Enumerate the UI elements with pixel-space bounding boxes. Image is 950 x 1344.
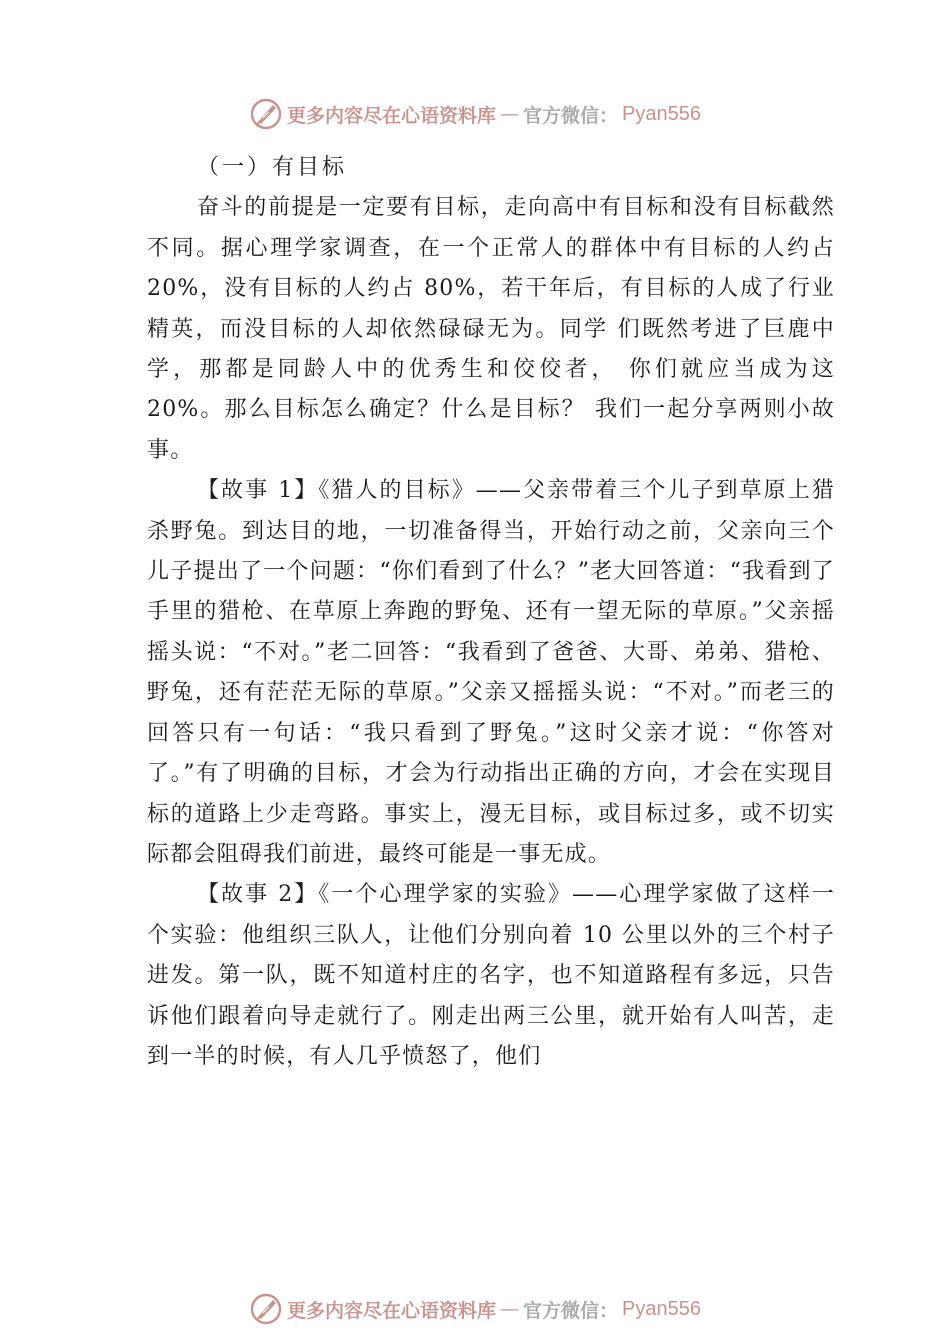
watermark-wechat-id: Pyan556 bbox=[622, 102, 701, 125]
paragraph-story-1: 【故事 1】《猎人的目标》——父亲带着三个儿子到草原上猎杀野兔。到达目的地，一切准备得当，开始行动之前，父亲向三个儿子提出了一个问题：“你们看到了什么？”老大回答道：“我看到了手里的猎枪、在草原上奔跑的野兔、还有一望无际的草原。”父亲摇摇头说：“不对。”老二回答：“我看到了爸爸、大哥、弟弟、猎枪、野兔，还有茫茫无际的草原。”父亲又摇摇头说：“不对。”而老三的回答只有一句话：“我只看到了野兔。”这时父亲才说：“你答对了。”有了明确的目标，才会为行动指出正确的方向，才会在实现目标的道路上少走弯路。事实上，漫无目标，或目标过多，或不切实际都会阻碍我们前进，最终可能是一事无成。 bbox=[147, 478, 835, 867]
footer-watermark bbox=[0, 1289, 950, 1329]
watermark-label: 官方微信： bbox=[523, 1299, 619, 1322]
paragraph-intro: 奋斗的前提是一定要有目标，走向高中有目标和没有目标截然不同。据心理学家调查，在一个正常人的群体中有目标的人约占 20%，没有目标的人约占 80%，若干年后，有目标的人成了行业精英，而没目标的人却依然碌碌无为。同学 们既然考进了巨鹿中学，那都是同龄人中的优秀生和佼佼者， 你们就应当成为这 20%。那么目标怎么确定？什么是目标？ 我们一起分享两则小故事。 bbox=[147, 195, 835, 463]
paragraph-story-2: 【故事 2】《一个心理学家的实验》——心理学家做了这样一个实验：他组织三队人，让他们分别向着 10 公里以外的三个村子进发。第一队，既不知道村庄的名字，也不知道路程有多远，只告诉他们跟着向导走就行了。刚走出两三公里，就开始有人叫苦，走到一半的时候，有人几乎愤怒了，他们 bbox=[147, 882, 835, 1069]
watermark-main-text: 更多内容尽在心语资料库 bbox=[287, 1299, 497, 1322]
header-watermark bbox=[0, 94, 950, 134]
watermark-label: 官方微信： bbox=[523, 104, 619, 127]
quill-pen-logo-icon bbox=[249, 97, 283, 131]
watermark-wechat-id: Pyan556 bbox=[622, 1297, 701, 1320]
quill-pen-logo-icon bbox=[249, 1292, 283, 1326]
watermark-dash: — bbox=[500, 1298, 520, 1320]
watermark-dash: — bbox=[500, 103, 520, 125]
document-body bbox=[147, 148, 835, 1077]
section-heading: （一）有目标 bbox=[197, 155, 348, 180]
watermark-main-text: 更多内容尽在心语资料库 bbox=[287, 104, 497, 127]
